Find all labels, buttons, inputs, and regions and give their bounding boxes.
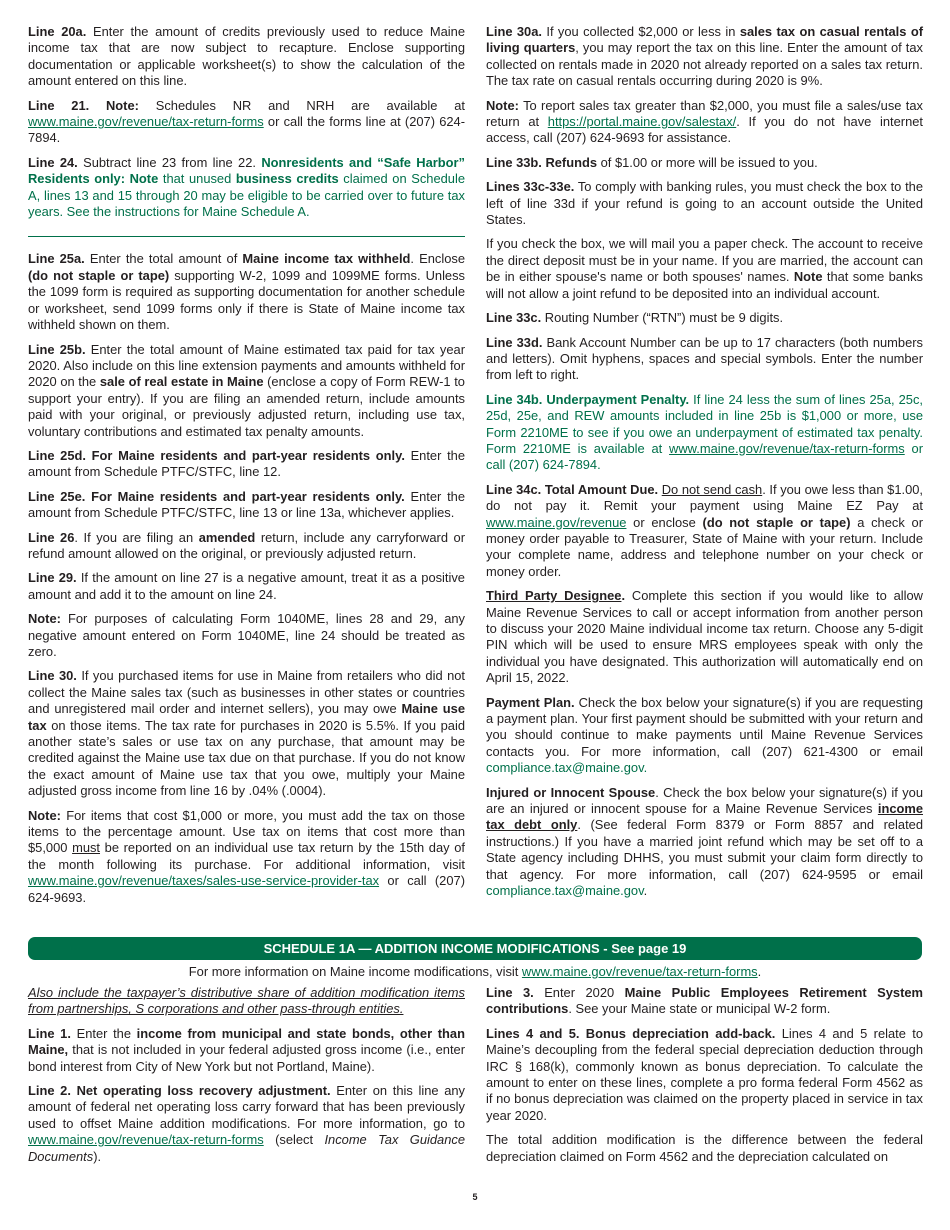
- total-addition-modification: The total addition modification is the difference between the federal depreciation claimed on Form 4562 and the depreciation calculated on: [486, 1132, 923, 1164]
- left-column: [28, 24, 465, 914]
- schedule-1a-banner: SCHEDULE 1A — ADDITION INCOME MODIFICATIONS - See page 19: [28, 937, 922, 960]
- line-33b: Line 33b. Refunds of $1.00 or more will be issued to you.: [486, 154, 818, 170]
- schedule-line-3: Line 3. Enter 2020 Maine Public Employees Retirement System contributions. See your Maine state or municipal W-2 form.: [486, 985, 923, 1017]
- note-sales-tax: Note: To report sales tax greater than $2,000, you must file a sales/use tax return at https://portal.maine.gov/salestax/. If you do not have internet access, call (207) 624-9693 for assistance.: [486, 97, 923, 146]
- maine-ez-pay-link[interactable]: www.maine.gov/revenue: [486, 514, 627, 530]
- line-25a: Line 25a. Enter the total amount of Maine income tax withheld. Enclose (do not staple or tape) supporting W-2, 1099 and 1099ME forms. Unless the 1099 form is required as supporting documentation for another schedule or worksheet, send 1099 forms only if there is State of Maine income tax withheld shown on them.: [28, 251, 466, 333]
- sales-tax-portal-link[interactable]: https://portal.maine.gov/salestax/: [547, 114, 737, 130]
- line-29: Line 29. If the amount on line 27 is a negative amount, treat it as a positive amount and add it to the amount on line 24.: [28, 570, 465, 602]
- line-20a: Line 20a. Enter the amount of credits previously used to reduce Maine income tax that are now subject to recapture. Enclose supporting documentation or applicable worksheet(s) to show the calculation of the amount entered on this line.: [28, 24, 465, 89]
- form-2210me-link[interactable]: www.maine.gov/revenue/tax-return-forms: [669, 440, 905, 456]
- line-34c: Line 34c. Total Amount Due. Do not send cash. If you owe less than $1.00, do not pay it. Remit your payment using Maine EZ Pay at www.maine.gov/revenue or enclose (do not staple or tape) a check or money order payable to Treasurer, State of Maine with your return. Include your complete name, address and telephone number on your check or money order.: [486, 481, 923, 579]
- line-30a: Line 30a. If you collected $2,000 or less in sales tax on casual rentals of living quarters, you may report the tax on this line. Enter the amount of tax collected on rentals made in 2020 not already reported on a sales tax return. The tax rate on casual rentals occurring during 2020 is 9%.: [486, 24, 923, 89]
- compliance-email-2[interactable]: compliance.tax@maine.gov: [486, 883, 644, 899]
- schedule-left-column: [28, 985, 465, 1173]
- third-party-designee: Third Party Designee. Complete this section if you would like to allow Maine Revenue Services to call or accept information from another person to discuss your 2020 Maine individual income tax return. Choose any 5-digit PIN which will be used to ensure MRS employees speak with only the individual you have designated. This authorization will automatically end on April 15, 2022.: [486, 588, 923, 686]
- line-25e: Line 25e. For Maine residents and part-year residents only. Enter the amount from Schedule PTFC/STFC, line 13 or line 13a, whichever applies.: [28, 488, 465, 521]
- line-21: Line 21. Note: Schedules NR and NRH are available at www.maine.gov/revenue/tax-return-forms or call the forms line at (207) 624-7894.: [28, 97, 465, 146]
- line-25b: Line 25b. Enter the total amount of Maine estimated tax paid for tax year 2020. Also include on this line extension payments and amounts withheld for 2020 on the sale of real estate in Maine (enclose a copy of Form REW-1 to support your entry). If you are filing an amended return, include amounts paid with your original, or previously adjusted return, including use tax, voluntary contributions and estimated tax penalty amounts.: [28, 341, 466, 439]
- line-30: Line 30. If you purchased items for use in Maine from retailers who did not collect the Maine sales tax (such as businesses in other states or countries and unregistered mail order and internet sellers), you may owe Maine use tax on those items. The tax rate for purchases in 2020 is 5.5%. If you paid another state’s sales or use tax on any purchase, that amount may be credited against the Maine use tax due on that purchase. If you do not know the exact amount of Maine use tax that you owe, multiply your Maine adjusted gross income from line 16 by .04% (.0004).: [28, 668, 465, 799]
- income-modifications-link[interactable]: www.maine.gov/revenue/tax-return-forms: [521, 964, 758, 979]
- tax-return-forms-link-2[interactable]: www.maine.gov/revenue/tax-return-forms: [28, 1132, 264, 1148]
- injured-innocent-spouse: Injured or Innocent Spouse. Check the box below your signature(s) if you are an injured or innocent spouse for a Maine Revenue Services income tax debt only. (See federal Form 8379 or Form 8857 and related instructions.) If you have a married joint refund which may be set off to a State agency including DHHS, you must submit your claim form directly to that agency. For more information, call (207) 624-9595 or email compliance.tax@maine.gov.: [486, 784, 923, 899]
- page-number: 5: [472, 1192, 478, 1202]
- line-24: Line 24. Subtract line 23 from line 22. Nonresidents and “Safe Harbor” Residents only: Note that unused business credits claimed on Schedule A, lines 13 and 15 through 20 may be eligible to be carried over to future tax years. See the instructions for Maine Schedule A.: [28, 154, 465, 220]
- line-33c: Line 33c. Routing Number (“RTN”) must be 9 digits.: [486, 310, 784, 326]
- schedule-info-line: For more information on Maine income modifications, visit www.maine.gov/revenue/tax-return-forms.: [188, 964, 762, 979]
- line-34b: Line 34b. Underpayment Penalty. If line 24 less the sum of lines 25a, 25c, 25d, 25e, and REW amounts included in line 25b is $1,000 or more, use Form 2210ME to see if you owe an underpayment of estimated tax penalty. Form 2210ME is available at www.maine.gov/revenue/tax-return-forms or call (207) 624-7894.: [486, 391, 923, 473]
- lines-33c-33e: Lines 33c-33e. To comply with banking rules, you must check the box to the left of line 33d if your refund is going to an account outside the United States.: [486, 179, 924, 228]
- compliance-email[interactable]: compliance.tax@maine.gov.: [486, 760, 648, 776]
- note-use-tax: Note: For items that cost $1,000 or more, you must add the tax on those items to the percentage amount. Use tax on items that cost more than $5,000 must be reported on an individual use tax return by the 15th day of the month following its purchase. For additional information, visit www.maine.gov/revenue/taxes/sales-use-service-provider-tax or call (207) 624-9693.: [28, 807, 465, 905]
- pass-through-note: Also include the taxpayer’s distributive share of addition modification items from partnerships, S corporations and other pass-through entities.: [28, 985, 465, 1017]
- schedule-right-column: [486, 985, 923, 1173]
- check-box-info: If you check the box, we will mail you a paper check. The account to receive the direct deposit must be in your name. If you are married, the account can be in either spouse's name or both spouses' names. Note that some banks will not allow a joint refund to be deposited into an individual account.: [486, 236, 923, 301]
- sales-use-tax-link[interactable]: www.maine.gov/revenue/taxes/sales-use-service-provider-tax: [28, 873, 380, 889]
- tax-return-forms-link[interactable]: www.maine.gov/revenue/tax-return-forms: [28, 114, 264, 130]
- schedule-lines-4-5: Lines 4 and 5. Bonus depreciation add-back. Lines 4 and 5 relate to Maine’s decoupling from the federal special depreciation deduction through IRC § 168(k), commonly known as bonus depreciation. To calculate the amount to enter on these lines, complete a pro forma federal Form 4562 as if no bonus depreciation was claimed on the property placed in service in tax year 2020.: [486, 1025, 923, 1123]
- line-33d: Line 33d. Bank Account Number can be up to 17 characters (both numbers and letters). Omit hyphens, spaces and special symbols. Enter the number from left to right.: [486, 334, 923, 383]
- line-25d: Line 25d. For Maine residents and part-year residents only. Enter the amount from Schedule PTFC/STFC, line 12.: [28, 447, 465, 480]
- payment-plan: Payment Plan. Check the box below your signature(s) if you are requesting a payment plan. Your first payment should be submitted with your return and you should continue to make payments until Maine Revenue Services contacts you. For more information, call (207) 621-4300 or email compliance.tax@maine.gov.: [486, 694, 923, 776]
- schedule-line-1: Line 1. Enter the income from municipal and state bonds, other than Maine, that is not included in your federal adjusted gross income (i.e., enter bond interest from City of New York but not Portland, Maine).: [28, 1025, 465, 1074]
- schedule-line-2: Line 2. Net operating loss recovery adjustment. Enter on this line any amount of federal net operating loss carry forward that has been previously used to offset Maine addition modifications. For more information, go to www.maine.gov/revenue/tax-return-forms (select Income Tax Guidance Documents).: [28, 1083, 466, 1164]
- section-divider: [28, 236, 465, 237]
- right-column: [486, 24, 923, 908]
- line-26: Line 26. If you are filing an amended return, include any carryforward or refund amount allowed on the original, or previously adjusted return.: [28, 529, 465, 561]
- note-line-28-29: Note: For purposes of calculating Form 1040ME, lines 28 and 29, any negative amount entered on Form 1040ME, line 24 should be treated as zero.: [28, 611, 465, 659]
